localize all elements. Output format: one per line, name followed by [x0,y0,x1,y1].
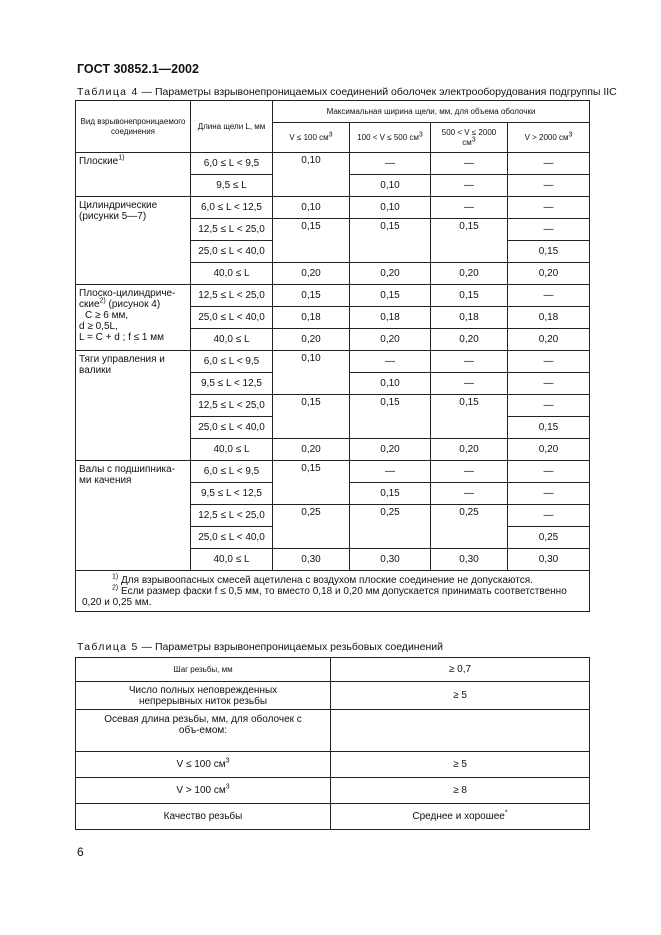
header-volume-2: 100 < V ≤ 500 $см^3$ [350,123,431,153]
value-cell: 0,20 [508,329,590,351]
value-cell: 0,25 [508,527,590,549]
length-cell: 40,0 ≤ L [191,329,273,351]
value-cell: 0,10 [350,175,431,197]
value-cell: 0,15 [431,285,508,307]
table5-caption-prefix: Таблица 5 [77,641,139,653]
header-length: Длина щели L, мм [191,101,273,153]
table-row [76,351,590,373]
value-cell: — [508,153,590,175]
value-cell: 0,20 [508,439,590,461]
table-row [76,285,590,307]
table-row [76,682,590,710]
value-cell: 0,20 [273,329,350,351]
volume-small-label: V ≤ 100 $см^3$ [76,752,331,778]
length-cell: 12,5 ≤ L < 25,0 [191,395,273,417]
table4 [75,100,590,612]
value-cell: — [431,175,508,197]
table-row [76,461,590,483]
length-cell: 9,5 ≤ L < 12,5 [191,483,273,505]
value-cell: — [508,395,590,417]
value-cell: 0,10 [350,197,431,219]
value-cell: — [508,197,590,219]
value-cell: 0,20 [508,263,590,285]
value-cell: 0,20 [273,263,350,285]
value-cell: 0,10 [350,373,431,395]
length-cell: 25,0 ≤ L < 40,0 [191,307,273,329]
length-cell: 6,0 ≤ L < 9,5 [191,461,273,483]
length-cell: 25,0 ≤ L < 40,0 [191,241,273,263]
length-cell: 40,0 ≤ L [191,549,273,571]
kind-cell: Валы с подшипника-ми качения [76,461,191,571]
value-cell: 0,15 [431,219,508,263]
value-cell: — [431,351,508,373]
value-cell: 0,10 [273,197,350,219]
value-cell: 0,30 [431,549,508,571]
value-cell: 0,15 [350,395,431,439]
value-cell: 0,25 [431,505,508,549]
value-cell: — [350,153,431,175]
value-cell: 0,20 [431,329,508,351]
page-number: 6 [77,845,84,859]
document-code: ГОСТ 30852.1—2002 [77,62,199,76]
length-cell: 6,0 ≤ L < 12,5 [191,197,273,219]
value-cell: 0,10 [273,351,350,395]
value-cell: 0,15 [350,219,431,263]
value-cell: 0,18 [508,307,590,329]
length-cell: 6,0 ≤ L < 9,5 [191,153,273,175]
value-cell: — [431,153,508,175]
value-cell: 0,15 [431,395,508,439]
thread-pitch-label: Шаг резьбы, мм [76,658,331,682]
table4-notes [76,571,590,612]
value-cell: 0,18 [273,307,350,329]
value-cell: — [431,461,508,483]
table-row [76,197,590,219]
value-cell: 0,20 [350,439,431,461]
value-cell: 0,20 [350,263,431,285]
thread-quality-value: Среднее и хорошее* [331,804,590,830]
kind-cell: Тяги управления и валики [76,351,191,461]
value-cell: 0,20 [350,329,431,351]
value-cell: — [508,483,590,505]
table4-caption-prefix: Таблица 4 [77,86,139,98]
thread-turns-label: Число полных неповрежденных непрерывных ниток резьбы [76,682,331,710]
table-row [76,778,590,804]
value-cell: — [508,351,590,373]
value-cell: 0,15 [273,285,350,307]
value-cell: — [508,285,590,307]
table5 [75,657,590,830]
value-cell: 0,20 [431,263,508,285]
value-cell: 0,15 [508,417,590,439]
value-cell: 0,20 [273,439,350,461]
length-cell: 6,0 ≤ L < 9,5 [191,351,273,373]
length-cell: 12,5 ≤ L < 25,0 [191,285,273,307]
value-cell: — [431,373,508,395]
table-notes-row [76,571,590,612]
value-cell: — [508,175,590,197]
value-cell: 0,20 [431,439,508,461]
thread-length-value [331,710,590,752]
footnote-2: $^{2)}$ Если размер фаски f ≤ 0,5 мм, то вместо 0,18 и 0,20 мм допускается принимать соответственно 0,20 и 0,25 мм. [82,584,567,608]
table5-caption-text: — Параметры взрывонепроницаемых резьбовых соединений [138,641,443,653]
length-cell: 9,5 ≤ L < 12,5 [191,373,273,395]
table-row [76,658,590,682]
table4-caption-text: — Параметры взрывонепроницаемых соединений оболочек электрооборудования подгруппы IIC [138,86,617,98]
value-cell: 0,30 [273,549,350,571]
kind-cell: Цилиндрические (рисунки 5—7) [76,197,191,285]
table-row [76,710,590,752]
value-cell: 0,15 [273,461,350,505]
value-cell: 0,15 [273,395,350,439]
header-volume-3: 500 < V ≤ 2000 $см^3$ [431,123,508,153]
value-cell: 0,30 [508,549,590,571]
value-cell: 0,15 [350,483,431,505]
value-cell: — [508,505,590,527]
value-cell: 0,25 [350,505,431,549]
length-cell: 40,0 ≤ L [191,263,273,285]
value-cell: 0,15 [273,219,350,263]
value-cell: — [508,373,590,395]
value-cell: 0,25 [273,505,350,549]
value-cell: 0,15 [350,285,431,307]
value-cell: 0,30 [350,549,431,571]
table-row [76,804,590,830]
header-volume-4: V > 2000 $см^3$ [508,123,590,153]
thread-pitch-value: ≥ 0,7 [331,658,590,682]
table-row [76,153,590,175]
header-max-width: Максимальная ширина щели, мм, для объема оболочки [273,101,590,123]
header-kind: Вид взрывонепроницаемого соединения [76,101,191,153]
value-cell: — [431,197,508,219]
length-cell: 25,0 ≤ L < 40,0 [191,527,273,549]
length-cell: 12,5 ≤ L < 25,0 [191,505,273,527]
thread-quality-label: Качество резьбы [76,804,331,830]
value-cell: — [350,351,431,373]
kind-cell: Плоские$^{1)}$ [76,153,191,197]
footnote-1: $^{1)}$ Для взрывоопасных смесей ацетилена с воздухом плоские соединение не допускаются. [112,573,533,586]
length-cell: 9,5 ≤ L [191,175,273,197]
table-row [76,752,590,778]
table4-caption [77,86,617,98]
value-cell: — [508,219,590,241]
value-cell: 0,18 [350,307,431,329]
length-cell: 12,5 ≤ L < 25,0 [191,219,273,241]
value-cell: 0,15 [508,241,590,263]
value-cell: 0,18 [431,307,508,329]
header-volume-1: V ≤ 100 $см^3$ [273,123,350,153]
value-cell: — [350,461,431,483]
value-cell: — [508,461,590,483]
volume-large-value: ≥ 8 [331,778,590,804]
kind-cell: Плоско-цилиндриче- ские$^{2)}$ (рисунок 4) C ≥ 6 мм, d ≥ 0,5L, L = C + d ; f ≤ 1 мм [76,285,191,351]
length-cell: 25,0 ≤ L < 40,0 [191,417,273,439]
value-cell: 0,10 [273,153,350,197]
thread-length-label: Осевая длина резьбы, мм, для оболочек с объ-емом: [76,710,331,752]
volume-small-value: ≥ 5 [331,752,590,778]
table5-caption [77,641,443,653]
value-cell: — [431,483,508,505]
volume-large-label: V > 100 $см^3$ [76,778,331,804]
length-cell: 40,0 ≤ L [191,439,273,461]
thread-turns-value: ≥ 5 [331,682,590,710]
